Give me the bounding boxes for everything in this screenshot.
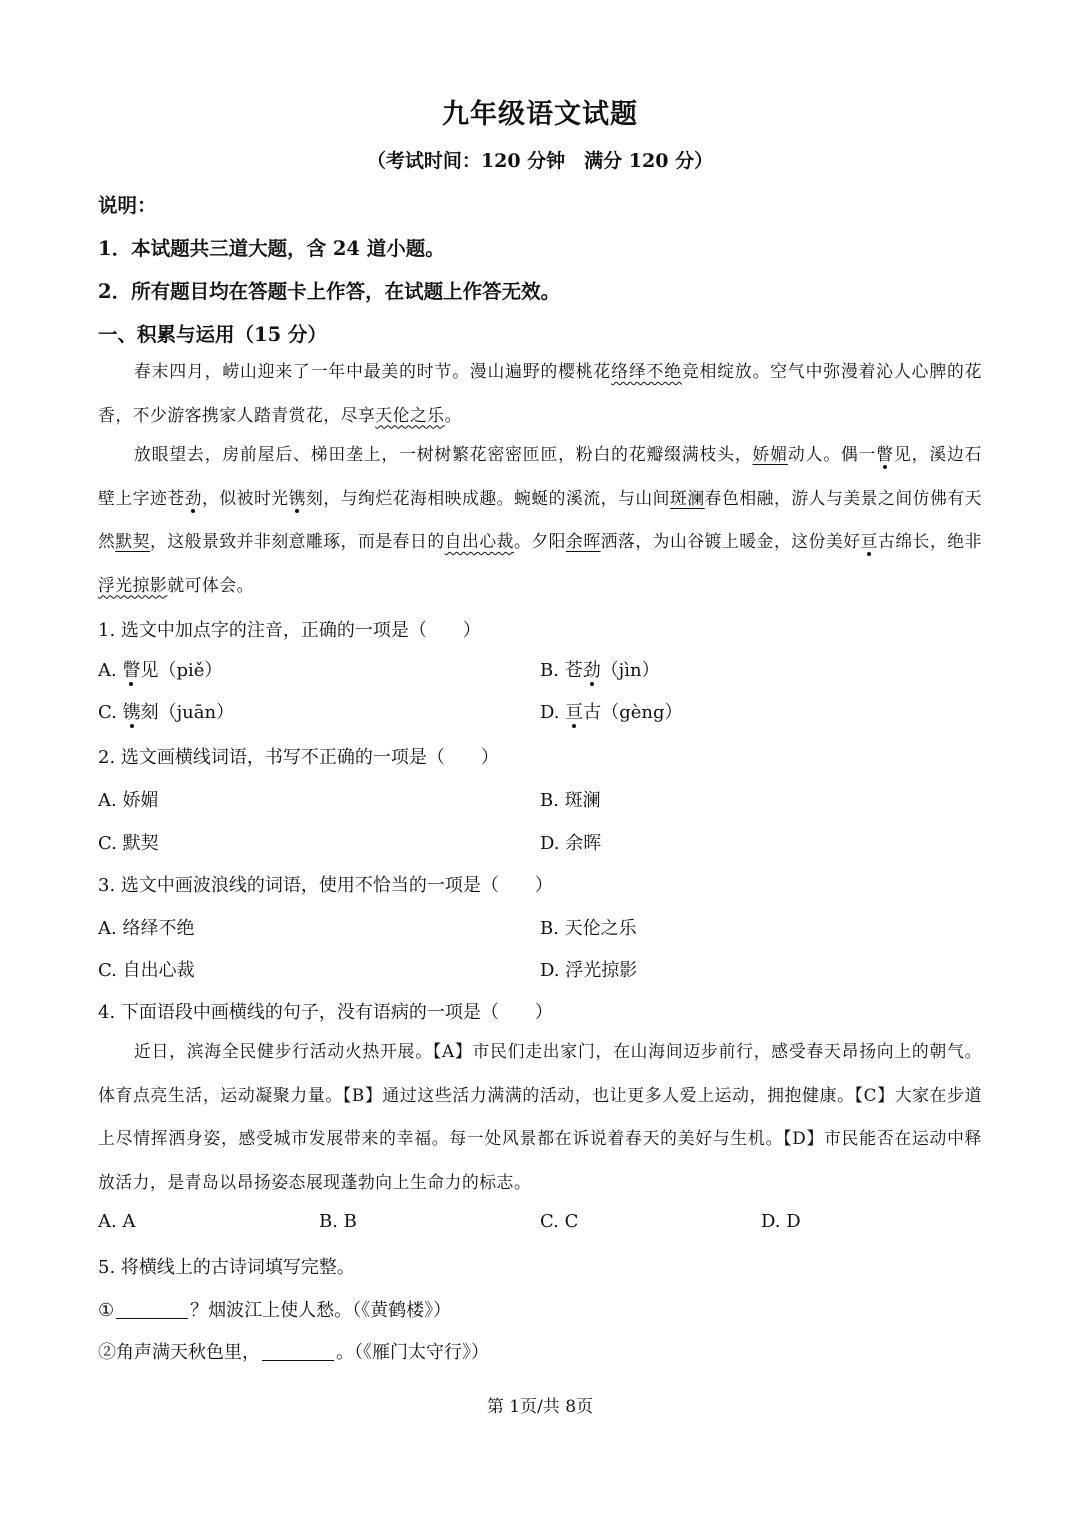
- passage-paragraph-2: 放眼望去，房前屋后、梯田垄上，一树树繁花密密匝匝，粉白的花瓣缀满枝头，娇媚动人。偶一瞥见，溪边石壁上字迹苍劲，似被时光镌刻，与绚烂花海相映成趣。蜿蜒的溪流，与山间斑澜春色相融，游人与美景之间仿佛有天然默契，这般景致并非刻意雕琢，而是春日的自出心裁。夕阳余晖洒落，为山谷镀上暖金，这份美好亘古绵长，绝非浮光掠影就可体会。: [98, 444, 982, 595]
- q1-option-d[interactable]: D. 亘古（gèng）: [540, 702, 683, 723]
- question-4-passage: 近日，滨海全民健步行活动火热开展。【A】市民们走出家门，在山海间迈步前行，感受春天昂扬向上的朝气。体育点亮生活，运动凝聚力量。【B】通过这些活力满满的活动，也让更多人爱上运动，拥抱健康。【C】大家在步道上尽情挥洒身姿，感受城市发展带来的幸福。每一处风景都在诉说着春天的美好与生机。【D】市民能否在运动中释放活力，是青岛以昂扬姿态展现蓬勃向上生命力的标志。: [98, 1041, 982, 1192]
- q2-option-c[interactable]: C. 默契: [98, 833, 159, 854]
- q2-option-b[interactable]: B. 斑澜: [540, 790, 601, 811]
- dotted-char: 镌: [288, 487, 307, 508]
- q4-option-d[interactable]: D. D: [761, 1211, 801, 1232]
- question-2-stem: 2. 选文画横线词语，书写不正确的一项是（ ）: [98, 747, 499, 768]
- q4-option-a[interactable]: A. A: [98, 1211, 136, 1232]
- wavy-phrase: 络绎不绝: [611, 361, 682, 381]
- notes-heading: 说明：: [98, 194, 157, 217]
- note-item-2: 2．所有题目均在答题卡上作答，在试题上作答无效。: [98, 280, 561, 303]
- wavy-phrase: 浮光掠影: [98, 574, 168, 595]
- exam-subtitle: （考试时间：120 分钟 满分 120 分）: [366, 150, 714, 172]
- question-1-stem: 1. 选文中加点字的注音，正确的一项是（ ）: [98, 620, 481, 641]
- wavy-phrase: 天伦之乐: [375, 404, 445, 425]
- dotted-char: 劲: [184, 487, 203, 508]
- answer-blank[interactable]: [116, 1300, 188, 1319]
- q3-option-c[interactable]: C. 自出心裁: [98, 960, 195, 981]
- poem-line-2: ②角声满天秋色里， 。（《雁门太守行》）: [98, 1342, 489, 1363]
- underlined-word: 斑澜: [670, 487, 705, 508]
- wavy-phrase: 自出心裁: [444, 531, 514, 551]
- note-item-1: 1．本试题共三道大题，含 24 道小题。: [98, 237, 445, 260]
- question-5-stem: 5. 将横线上的古诗词填写完整。: [98, 1257, 355, 1278]
- q1-option-a[interactable]: A. 瞥见（piě）: [98, 660, 223, 681]
- question-4-stem: 4. 下面语段中画横线的句子，没有语病的一项是（ ）: [98, 1002, 553, 1023]
- q3-option-a[interactable]: A. 络绎不绝: [98, 918, 195, 939]
- dotted-char: 瞥: [876, 444, 894, 464]
- page-number: 第 1页/共 8页: [486, 1397, 594, 1417]
- section-heading: 一、积累与运用（15 分）: [98, 323, 327, 346]
- dotted-char: 亘: [565, 702, 584, 723]
- underlined-word: 娇媚: [752, 444, 788, 464]
- q1-option-c[interactable]: C. 镌刻（juān）: [98, 702, 235, 723]
- passage-paragraph-1: 春末四月，崂山迎来了一年中最美的时节。漫山遍野的樱桃花络绎不绝竞相绽放。空气中弥漫着沁人心脾的花香，不少游客携家人踏青赏花，尽享天伦之乐。: [98, 361, 982, 425]
- q1-option-b[interactable]: B. 苍劲（jìn）: [540, 660, 660, 681]
- q4-option-c[interactable]: C. C: [540, 1211, 579, 1232]
- q3-option-b[interactable]: B. 天伦之乐: [540, 918, 637, 939]
- q2-option-a[interactable]: A. 娇媚: [98, 790, 159, 811]
- dotted-char: 镌: [122, 702, 141, 723]
- underlined-word: 余晖: [565, 531, 601, 551]
- page-title: 九年级语文试题: [442, 99, 638, 130]
- dotted-char: 亘: [860, 531, 878, 551]
- underlined-word: 默契: [115, 531, 151, 551]
- dotted-char: 劲: [582, 660, 601, 681]
- q4-option-b[interactable]: B. B: [319, 1211, 357, 1232]
- question-3-stem: 3. 选文中画波浪线的词语，使用不恰当的一项是（ ）: [98, 875, 553, 896]
- q3-option-d[interactable]: D. 浮光掠影: [540, 960, 638, 981]
- answer-blank[interactable]: [262, 1342, 334, 1361]
- poem-line-1: ① ？烟波江上使人愁。（《黄鹤楼》）: [98, 1300, 452, 1321]
- dotted-char: 瞥: [122, 660, 141, 681]
- q2-option-d[interactable]: D. 余晖: [540, 833, 602, 854]
